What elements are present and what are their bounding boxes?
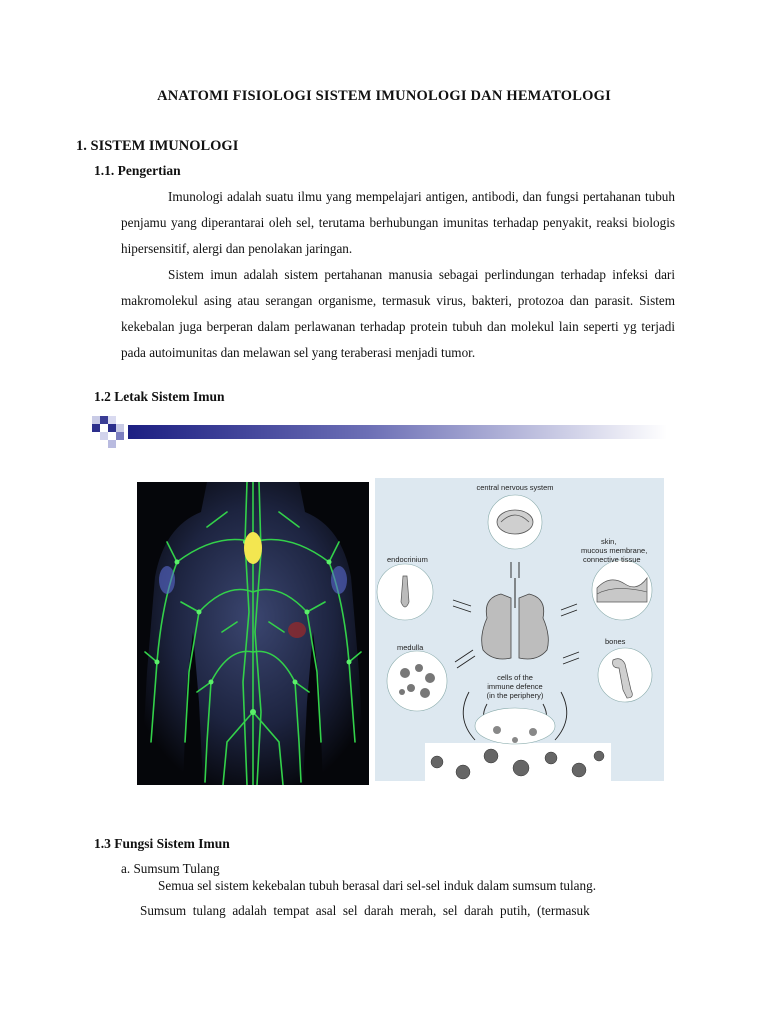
sumsum-tulang-line-1: Semua sel sistem kekebalan tubuh berasal dari sel-sel induk dalam sumsum tulang. — [158, 878, 597, 893]
subsection-heading-fungsi-sistem-imun: 1.3 Fungsi Sistem Imun — [94, 836, 230, 851]
sumsum-tulang-line-2: Sumsum tulang adalah tempat asal sel darah merah, sel darah putih, (termasuk — [140, 903, 590, 918]
section-heading-sistem-imunologi: 1. SISTEM IMUNOLOGI — [76, 138, 239, 154]
label-medulla: medulla — [397, 643, 424, 652]
paragraph-imunologi: Imunologi adalah suatu ilmu yang mempelajari antigen, antibodi, dan fungsi pertahanan tubuh penjamu yang diperantarai oleh sel, terutama berhubungan imunitas terhadap penyakit, reaksi biologis hipersensitif, alergi dan penolakan jaringan. — [121, 189, 675, 256]
label-bones: bones — [605, 637, 626, 646]
document-title: ANATOMI FISIOLOGI SISTEM IMUNOLOGI DAN HEMATOLOGI — [157, 88, 611, 104]
paragraph-sistem-imun: Sistem imun adalah sistem pertahanan manusia sebagai perlindungan terhadap infeksi dari makromolekul asing atau serangan organisme, termasuk virus, bakteri, protozoa dan parasit. Sistem kekebalan juga berperan dalam perlawanan terhadap protein tubuh dan molekul lain seperti yg terjadi pada autoimunitas dan melawan sel yang teraberasi menjadi tumor. — [121, 267, 675, 360]
label-cells-2: immune defence — [487, 682, 543, 691]
label-cells-3: (in the periphery) — [486, 691, 544, 700]
list-item-sumsum-tulang: a. Sumsum Tulang — [121, 861, 220, 876]
decorative-divider — [92, 416, 667, 448]
label-endocrinium: endocrinium — [387, 555, 428, 564]
pengertian-body — [121, 184, 675, 366]
subsection-heading-pengertian: 1.1. Pengertian — [94, 163, 181, 178]
subsection-heading-letak-sistem-imun: 1.2 Letak Sistem Imun — [94, 389, 225, 404]
label-cns: central nervous system — [476, 483, 554, 492]
label-connective: connective tissue — [583, 555, 641, 564]
label-cells-1: cells of the — [497, 673, 533, 682]
label-skin: skin, — [601, 537, 617, 546]
immune-organs-diagram — [375, 478, 664, 781]
lymphatic-body-image — [137, 482, 369, 785]
label-mucous: mucous membrane, — [581, 546, 648, 555]
